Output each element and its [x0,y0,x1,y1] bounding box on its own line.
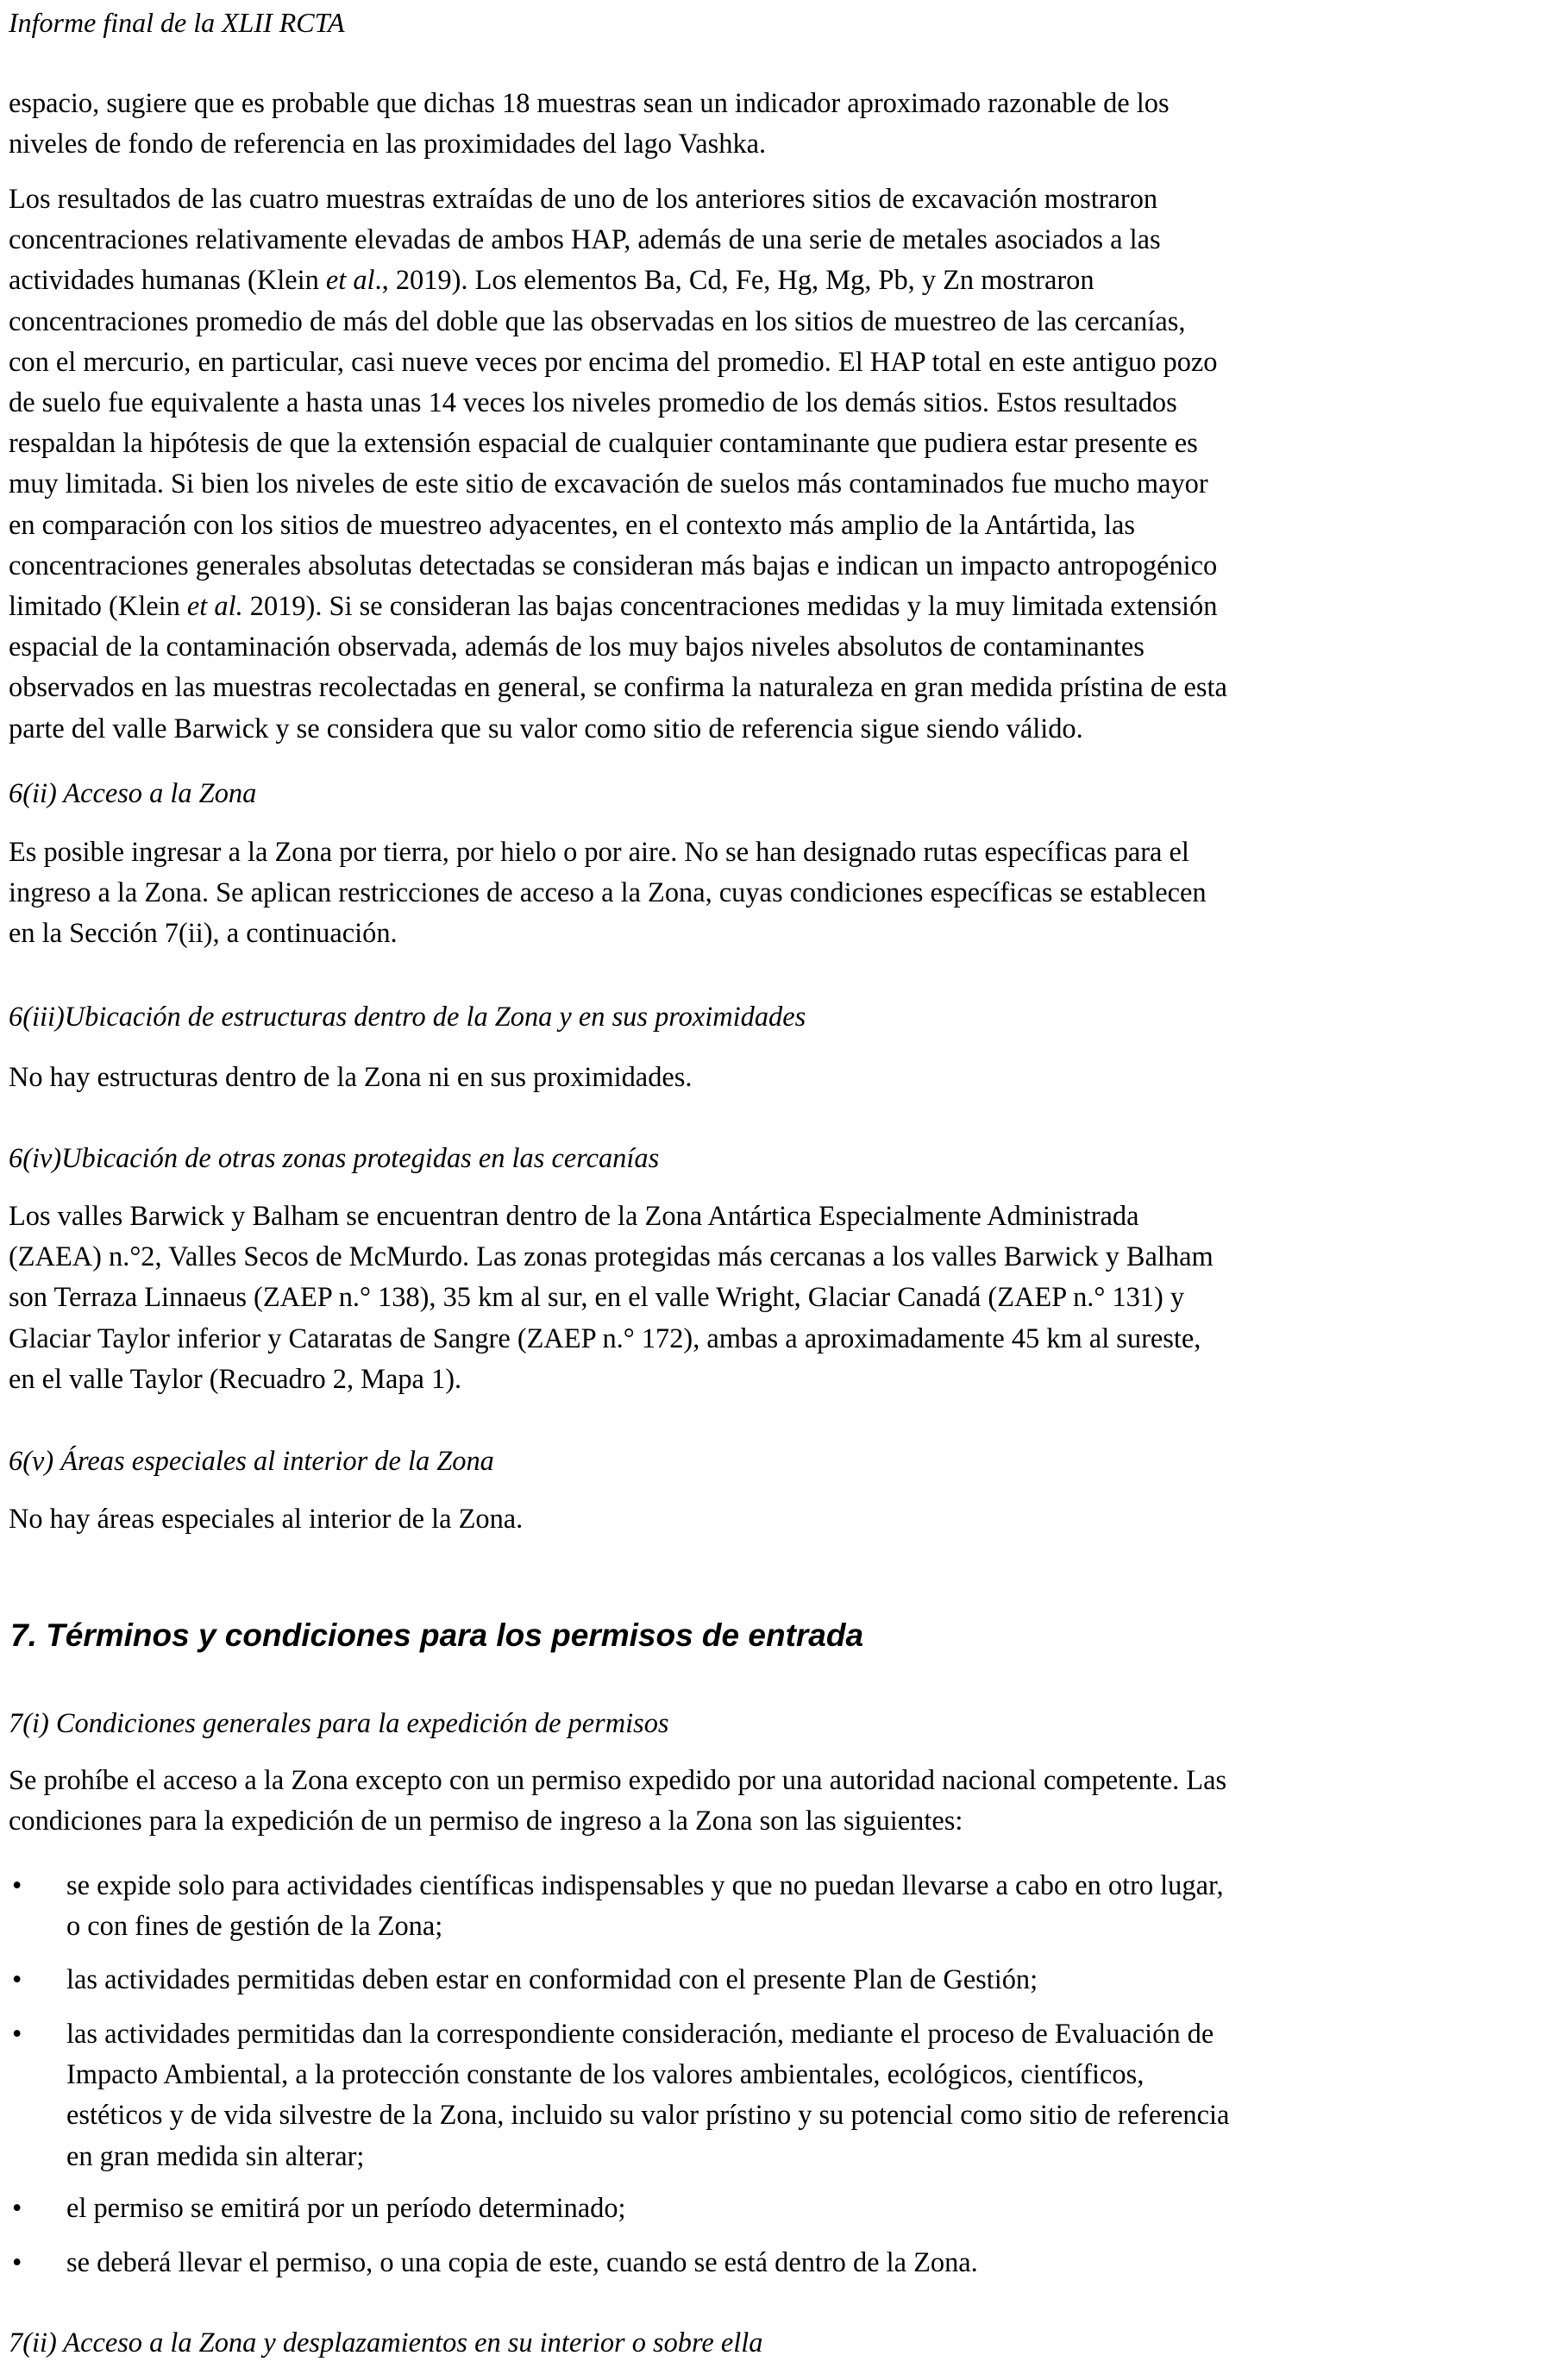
citation-italic: et al. [186,591,243,623]
list-item-text [66,2189,1550,2229]
text-line: se deberá llevar el permiso, o una copia de este, cuando se está dentro de la Zona. [66,2247,978,2278]
text-line: Los resultados de las cuatro muestras extraídas de uno de los anteriores sitios de excavación mostraron [9,184,1158,215]
text-line: No hay estructuras dentro de la Zona ni en sus proximidades. [9,1062,693,1093]
text-line: (ZAEA) n.°2, Valles Secos de McMurdo. Las zonas protegidas más cercanas a los valles Barwick y Balham [9,1241,1214,1273]
text-line: No hay áreas especiales al interior de la Zona. [9,1504,524,1535]
text-run: actividades humanas (Klein [9,265,326,297]
citation-italic: et al [325,265,375,297]
paragraph-6v [9,1499,1548,1540]
text-line: con el mercurio, en particular, casi nueve veces por encima del promedio. El HAP total en este antiguo pozo [9,346,1218,378]
text-line: espacial de la contaminación observada, además de los muy bajos niveles absolutos de contaminantes [9,631,1145,663]
text-line: observados en las muestras recolectadas en general, se confirma la naturaleza en gran medida prístina de esta [9,672,1227,704]
text-line: en el valle Taylor (Recuadro 2, Mapa 1). [9,1363,462,1395]
text-line: parte del valle Barwick y se considera que su valor como sitio de referencia sigue siendo válido. [9,713,1083,744]
list-item-text [66,1960,1550,2001]
text-line: Se prohíbe el acceso a la Zona excepto con un permiso expedido por una autoridad nacional competente. Las [9,1765,1227,1796]
text-line: las actividades permitidas deben estar en conformidad con el presente Plan de Gestión; [66,1964,1038,1995]
text-line: ingreso a la Zona. Se aplican restricciones de acceso a la Zona, cuyas condiciones específicas se establecen [9,877,1207,909]
text-line: en la Sección 7(ii), a continuación. [9,918,398,950]
text-line: concentraciones relativamente elevadas de ambos HAP, además de una serie de metales asociados a las [9,224,1161,256]
text-run: 2019). Si se consideran las bajas concentraciones medidas y la muy limitada extensión [242,591,1218,623]
text-line: Glaciar Taylor inferior y Cataratas de Sangre (ZAEP n.° 172), ambas a aproximadamente 45 km al sureste, [9,1322,1201,1354]
text-line: espacio, sugiere que es probable que dichas 18 muestras sean un indicador aproximado razonable de los [9,88,1170,119]
section-heading-6iii: 6(iii)Ubicación de estructuras dentro de la Zona y en sus proximidades [9,1002,806,1033]
text-line: Es posible ingresar a la Zona por tierra, por hielo o por aire. No se han designado rutas específicas para el [9,837,1189,868]
text-line: el permiso se emitirá por un período determinado; [66,2193,626,2224]
bullet-icon: • [12,2193,22,2224]
list-item-text [66,2243,1550,2283]
running-header-title: Informe final de la XLII RCTA [9,7,345,38]
paragraph-6ii [9,832,1548,955]
text-line: las actividades permitidas dan la correspondiente consideración, mediante el proceso de Evaluación de [66,2019,1214,2050]
text-line: respaldan la hipótesis de que la extensión espacial de cualquier contaminante que pudiera estar presente es [9,428,1198,460]
list-item-text [66,1866,1550,1947]
bullet-icon: • [12,1870,22,1901]
text-line: Los valles Barwick y Balham se encuentran dentro de la Zona Antártica Especialmente Administrada [9,1201,1139,1232]
paragraph-continuation [9,84,1548,165]
text-line: de suelo fue equivalente a hasta unas 14 veces los niveles promedio de los demás sitios. Estos resultados [9,387,1177,419]
section-heading-6iv: 6(iv)Ubicación de otras zonas protegidas en las cercanías [9,1143,660,1174]
bullet-icon: • [12,2247,22,2278]
text-run: limitado (Klein [9,591,187,623]
paragraph-6iv [9,1197,1548,1400]
bullet-icon: • [12,2019,22,2050]
text-line: son Terraza Linnaeus (ZAEP n.° 138), 35 km al sur, en el valle Wright, Glaciar Canadá (ZAEP n.° 131) y [9,1282,1185,1314]
text-line [9,261,1548,301]
paragraph-7i [9,1761,1548,1842]
text-line: se expide solo para actividades científicas indispensables y que no puedan llevarse a cabo en otro lugar, [66,1870,1224,1901]
text-line: en gran medida sin alterar; [66,2140,365,2172]
section-heading-6ii: 6(ii) Acceso a la Zona [9,778,257,809]
section-heading-6v: 6(v) Áreas especiales al interior de la Zona [9,1446,494,1477]
text-line [9,587,1548,627]
paragraph-sampling-results [9,179,1548,750]
text-line: en comparación con los sitios de muestreo adyacentes, en el contexto más amplio de la Antártida, las [9,509,1136,541]
text-run: ., 2019). Los elementos Ba, Cd, Fe, Hg, Mg, Pb, y Zn mostraron [374,265,1094,297]
text-line: concentraciones generales absolutas detectadas se consideran más bajas e indican un impacto antropogénico [9,550,1218,581]
text-line: Impacto Ambiental, a la protección constante de los valores ambientales, ecológicos, científicos, [66,2059,1145,2091]
paragraph-6iii [9,1058,1548,1098]
text-line: concentraciones promedio de más del doble que las observadas en los sitios de muestreo de las cercanías, [9,305,1186,337]
bullet-icon: • [12,1964,22,1995]
text-line: estéticos y de vida silvestre de la Zona, incluido su valor prístino y su potencial como sitio de referencia [66,2100,1230,2132]
text-line: condiciones para la expedición de un permiso de ingreso a la Zona son las siguientes: [9,1806,963,1837]
text-line: niveles de fondo de referencia en las proximidades del lago Vashka. [9,129,767,160]
section-heading-7ii: 7(ii) Acceso a la Zona y desplazamientos en su interior o sobre ella [9,2327,763,2359]
section-heading-7: 7. Términos y condiciones para los permisos de entrada [10,1617,864,1653]
text-line: muy limitada. Si bien los niveles de este sitio de excavación de suelos más contaminados fue mucho mayor [9,468,1208,500]
list-item-text [66,2014,1550,2177]
text-line: o con fines de gestión de la Zona; [66,1911,443,1943]
section-heading-7i: 7(i) Condiciones generales para la expedición de permisos [9,1708,669,1739]
